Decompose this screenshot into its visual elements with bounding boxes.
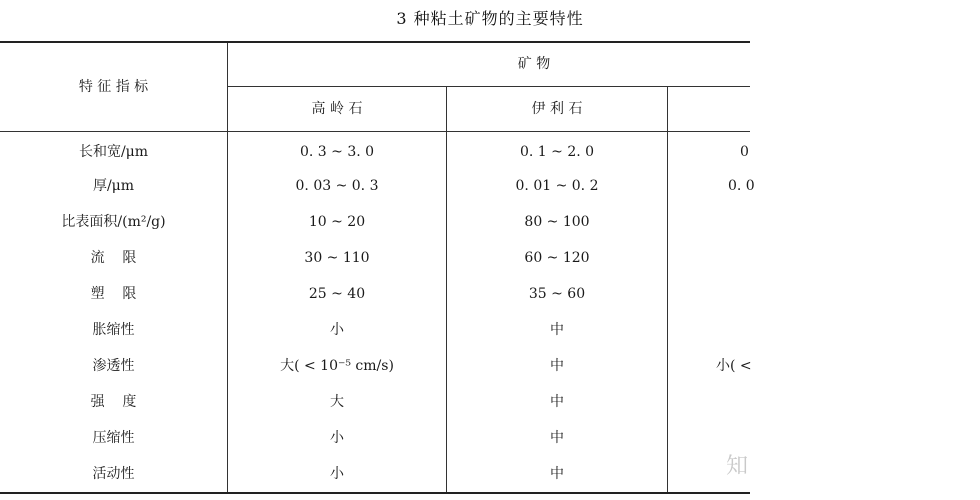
table-row	[0, 312, 750, 348]
kaolinite-value: 小	[330, 430, 344, 446]
row-label: 渗透性	[92, 358, 135, 374]
illite-value: 中	[550, 394, 564, 410]
third-value	[668, 312, 750, 348]
row-label-text: 比表面积/(m²/g)	[61, 214, 166, 230]
header-kaolinite: 高 岭 石	[311, 101, 363, 117]
table-row	[0, 456, 750, 492]
table-row	[0, 420, 750, 456]
illite-value: 0. 01 ~ 0. 2	[515, 178, 599, 194]
table-row	[0, 134, 750, 170]
illite-value: 中	[550, 358, 564, 374]
third-value	[668, 276, 750, 312]
watermark-logo: 知	[725, 454, 748, 479]
header-mineral-group: 矿 物	[517, 56, 551, 72]
table-row	[0, 240, 750, 276]
illite-value: 0. 1 ~ 2. 0	[519, 144, 595, 160]
illite-value: 35 ~ 60	[528, 286, 586, 302]
row-label: 长和宽/μm	[78, 144, 149, 160]
table-row	[0, 168, 755, 204]
table-title: 3 种粘土矿物的主要特性	[396, 9, 584, 28]
row-label: 强 度	[90, 394, 137, 410]
row-label: 流 限	[90, 250, 137, 266]
row-label	[0, 204, 227, 240]
table-row	[0, 276, 750, 312]
third-value	[668, 384, 750, 420]
third-value	[668, 204, 750, 240]
row-label: 胀缩性	[92, 322, 135, 338]
illite-value: 中	[550, 466, 564, 482]
kaolinite-value: 25 ~ 40	[308, 286, 366, 302]
kaolinite-value: 大	[330, 394, 344, 410]
third-value: 0. 0	[728, 178, 755, 194]
kaolinite-value: 0. 03 ~ 0. 3	[295, 178, 379, 194]
third-value: 0	[740, 144, 749, 160]
row-label: 活动性	[92, 466, 135, 482]
kaolinite-value: 大( < 10⁻⁵ cm/s)	[280, 358, 394, 374]
kaolinite-value: 0. 3 ~ 3. 0	[299, 144, 375, 160]
row-label: 厚/μm	[92, 178, 135, 194]
illite-value: 60 ~ 120	[524, 250, 590, 266]
illite-value: 中	[550, 430, 564, 446]
header-feature: 特 征 指 标	[78, 79, 149, 95]
kaolinite-value: 10 ~ 20	[308, 214, 366, 230]
bottom-rule	[0, 492, 750, 494]
header-illite: 伊 利 石	[531, 101, 583, 117]
illite-value: 80 ~ 100	[524, 214, 590, 230]
illite-value: 中	[550, 322, 564, 338]
third-value: 小( <	[716, 358, 752, 374]
row-label: 压缩性	[92, 430, 135, 446]
table-row	[0, 348, 750, 384]
third-value	[668, 240, 750, 276]
table-row	[0, 384, 750, 420]
table-row	[0, 204, 750, 240]
kaolinite-value: 小	[330, 322, 344, 338]
kaolinite-value: 小	[330, 466, 344, 482]
header-rule	[0, 131, 750, 132]
header-third-mineral	[668, 87, 750, 131]
row-label: 塑 限	[90, 286, 137, 302]
kaolinite-value: 30 ~ 110	[304, 250, 370, 266]
